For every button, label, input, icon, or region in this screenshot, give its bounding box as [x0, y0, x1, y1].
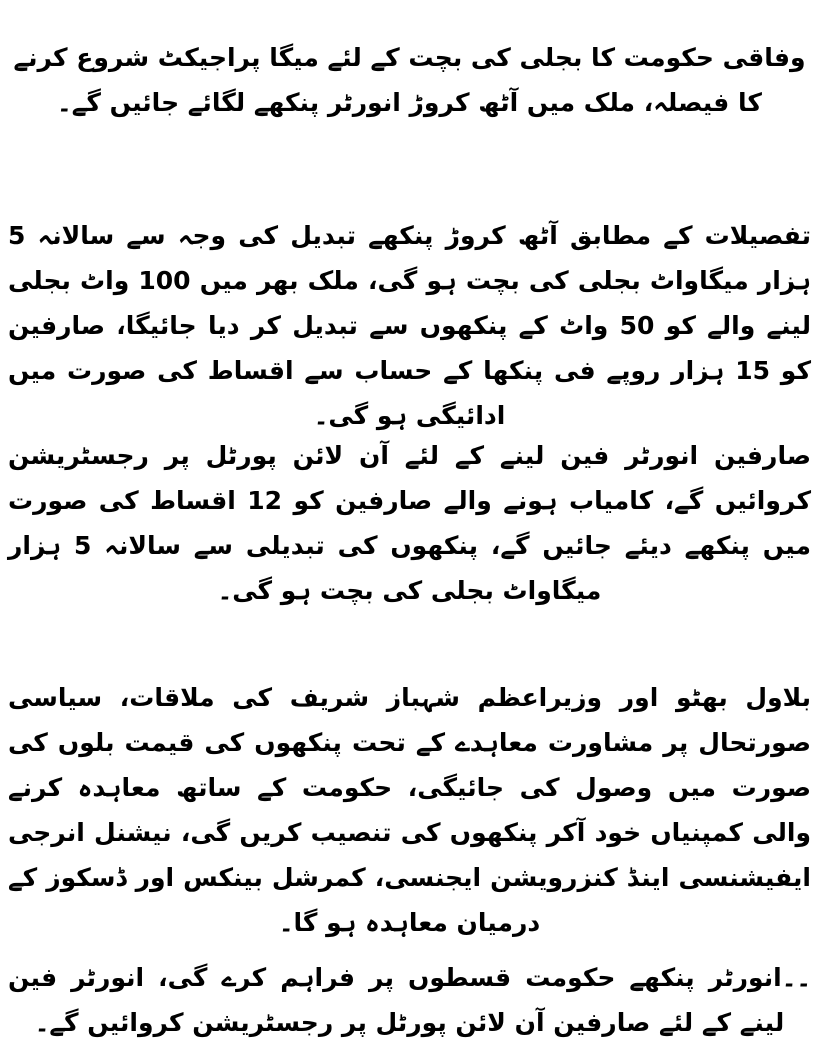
details-paragraph: تفصیلات کے مطابق آٹھ کروڑ پنکھے تبدیل کی وجہ سے سالانہ 5 ہزار میگاواٹ بجلی کی بچت ہو گی، ملک بھر میں 100 واٹ بجلی لینے والے کو 50 واٹ کے پنکھوں سے تبدیل کر دیا جائیگا، صارفین کو 15 ہزار روپے فی پنکھا کے حساب سے اقساط کی صورت میں ادائیگی ہو گی۔: [8, 221, 812, 430]
headline-paragraph: وفاقی حکومت کا بجلی کی بچت کے لئے میگا پراجیکٹ شروع کرنے کا فیصلہ، ملک میں آٹھ کروڑ انورٹر پنکھے لگائے جائیں گے۔: [13, 43, 806, 117]
agreement-paragraph: بلاول بھٹو اور وزیراعظم شہباز شریف کی ملاقات، سیاسی صورتحال پر مشاورت معاہدے کے تحت پنکھوں کی قیمت بلوں کی صورت میں وصول کی جائیگی، حکومت کے ساتھ معاہدہ کرنے والی کمپنیاں خود آکر پنکھوں کی تنصیب کریں گی، نیشنل انرجی ایفیشنسی اینڈ کنزرویشن ایجنسی، کمرشل بینکس اور ڈسکوز کے درمیان معاہدہ ہو گا۔: [8, 683, 811, 937]
summary-paragraph: ۔۔انورٹر پنکھے حکومت قسطوں پر فراہم کرے گی، انورٹر فین لینے کے لئے صارفین آن لائن پورٹل پر رجسٹریشن کروائیں گے۔: [8, 963, 811, 1037]
registration-paragraph: صارفین انورٹر فین لینے کے لئے آن لائن پورٹل پر رجسٹریشن کروائیں گے، کامیاب ہونے والے صارفین کو 12 اقساط کی صورت میں پنکھے دیئے جائیں گے، پنکھوں کی تبدیلی سے سالانہ 5 ہزار میگاواٹ بجلی کی بچت ہو گی۔: [8, 441, 811, 605]
